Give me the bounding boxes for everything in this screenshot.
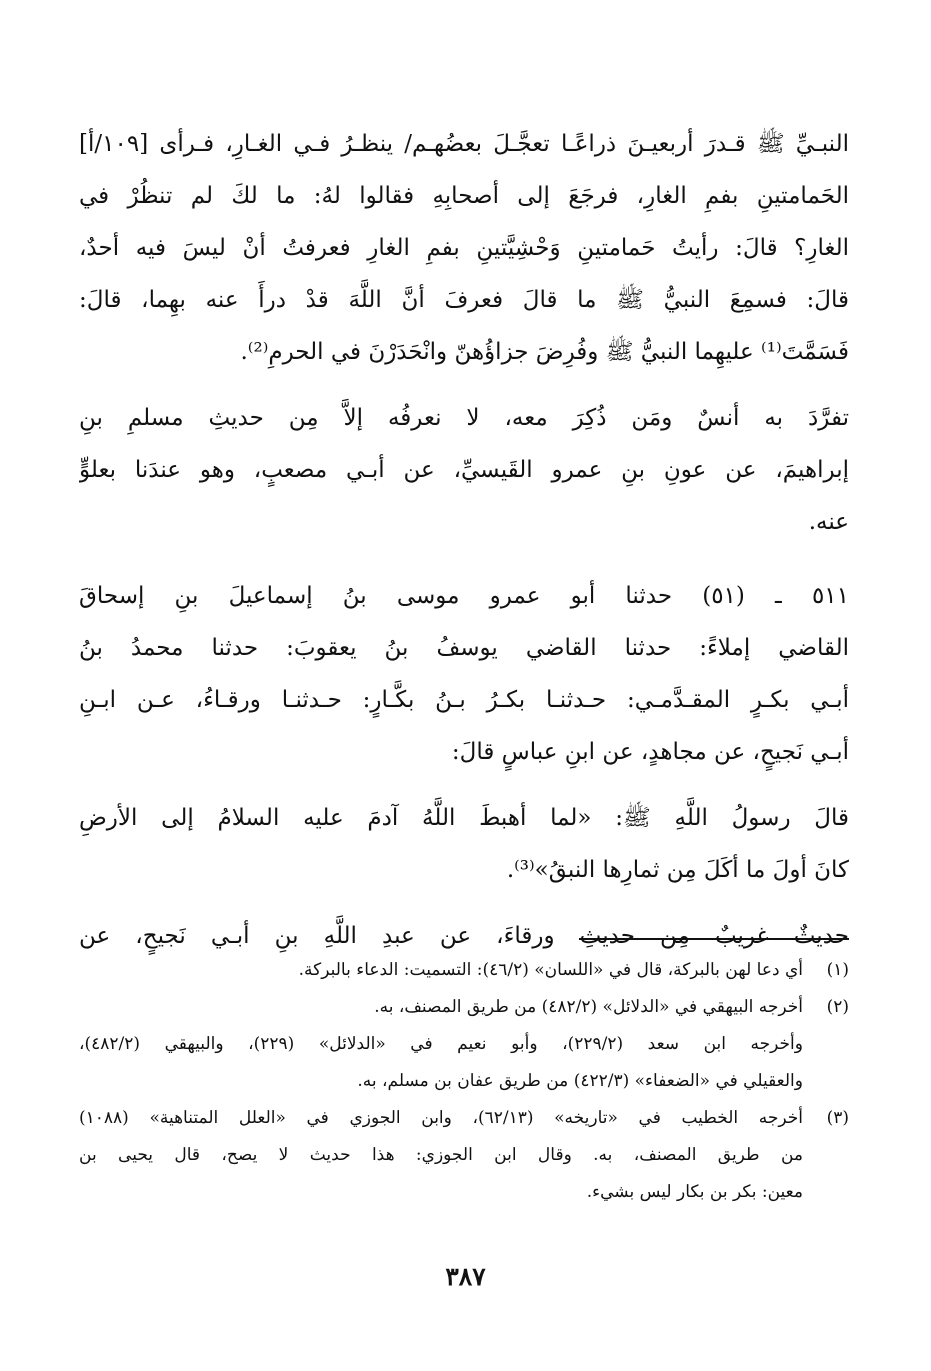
text-line: فَسَمَّتَ⁽¹⁾ عليهِما النبيُّ ﷺ وفُرِضَ جزاؤُهنّ وانْحَدَرْنَ في الحرمِ⁽²⁾. <box>240 339 849 365</box>
footnote-line: والعقيلي في «الضعفاء» (٤٢٢/٣) من طريق عفان بن مسلم، به. <box>357 1071 803 1091</box>
text-line: أبـي نَجيحٍ، عن مجاهدٍ، عن ابنِ عباسٍ قالَ: <box>451 739 849 765</box>
text-line: الغارِ؟ قالَ: رأيتُ حَمامتينِ وَحْشِيَّتينِ بفمِ الغارِ فعرفتُ أنْ ليسَ فيه أحدٌ، <box>79 235 849 261</box>
main-text <box>79 118 849 962</box>
text-line: تفرَّدَ به أنسٌ ومَن ذُكِرَ معه، لا نعرفُه إلاَّ مِن حديثِ مسلمِ بنِ <box>79 405 849 431</box>
footnote-number: (٢) <box>826 997 849 1017</box>
footnote-body <box>79 989 803 1100</box>
footnotes <box>79 952 849 1211</box>
paragraph-narration <box>79 118 849 378</box>
text-line: قالَ: فسمِعَ النبيُّ ﷺ ما قالَ فعرفَ أنَّ اللَّهَ قدْ درأَ عنه بهِما، قالَ: <box>79 287 849 313</box>
paragraph-spacer <box>79 548 849 570</box>
text-line: كانَ أولَ ما أكَلَ مِن ثمارِها النبقُ»⁽³⁾. <box>506 857 849 883</box>
footnote-line: من طريق المصنف، به. وقال ابن الجوزي: هذا حديث لا يصح، قال يحيى بن <box>79 1145 803 1165</box>
text-line: الحَمامتينِ بفمِ الغارِ، فرجَعَ إلى أصحابِهِ فقالوا لهُ: ما لكَ لم تنظُرْ في <box>79 183 849 209</box>
footnote-body <box>79 952 803 989</box>
footnote-body <box>79 1100 803 1211</box>
text-line: أبـي بكـرٍ المقـدَّمـي: حـدثنـا بكـرُ بـنُ بكَّـارٍ: حـدثنـا ورقـاءُ، عـن ابـنِ <box>79 687 849 713</box>
footnote-line: معين: بكر بن بكار ليس بشيء. <box>586 1182 803 1202</box>
page-number: ٣٨٧ <box>445 1262 486 1291</box>
paragraph-commentary <box>79 392 849 548</box>
footnote-line: أخرجه الخطيب في «تاريخه» (٦٢/١٣)، وابن الجوزي في «العلل المتناهية» (١٠٨٨) <box>79 1108 803 1128</box>
text-line: حديثٌ غريبٌ مِن حديثِ ورقاءَ، عن عبدِ اللَّهِ بنِ أبـي نَجيحٍ، عن <box>79 923 849 949</box>
footnote <box>79 1100 849 1211</box>
footnote-line: وأخرجه ابن سعد (٢٢٩/٢)، وأبو نعيم في «الدلائل» (٢٢٩)، والبيهقي (٤٨٢/٢)، <box>79 1034 803 1054</box>
text-line: قالَ رسولُ اللَّهِ ﷺ: «لما أهبطَ اللَّهُ آدمَ عليه السلامُ إلى الأرضِ <box>79 805 849 831</box>
paragraph-hadith-chain <box>79 570 849 778</box>
footnote-number: (٣) <box>826 1108 849 1128</box>
paragraph-hadith-text <box>79 792 849 896</box>
paragraph-spacer <box>79 896 849 910</box>
text-line: القاضي إملاءً: حدثنا القاضي يوسفُ بنُ يعقوبَ: حدثنا محمدُ بنُ <box>79 635 849 661</box>
footnote <box>79 989 849 1100</box>
text-line: النبـيِّ ﷺ قـدرَ أربعيـنَ ذراعًـا تعجَّـلَ بعضُهـم/ ينظـرُ فـي الغـارِ، فـرأى [١٠٩/أ] <box>79 131 849 157</box>
footnote <box>79 952 849 989</box>
paragraph-spacer <box>79 378 849 392</box>
footnote-divider <box>579 938 849 940</box>
text-line: ٥١١ ـ (٥١) حدثنا أبو عمرو موسى بنُ إسماعيلَ بنِ إسحاقَ <box>79 583 849 609</box>
text-line: إبراهيمَ، عن عونِ بنِ عمرو القَيسيِّ، عن أبـي مصعبٍ، وهو عندَنا بعلوٍّ <box>79 457 849 483</box>
footnote-line: أخرجه البيهقي في «الدلائل» (٤٨٢/٢) من طريق المصنف، به. <box>374 997 803 1017</box>
footnote-number: (١) <box>826 960 849 980</box>
text-line: عنه. <box>808 509 849 535</box>
footnote-line: أي دعا لهن بالبركة، قال في «اللسان» (٤٦/٢): التسميت: الدعاء بالبركة. <box>298 960 803 980</box>
paragraph-spacer <box>79 778 849 792</box>
